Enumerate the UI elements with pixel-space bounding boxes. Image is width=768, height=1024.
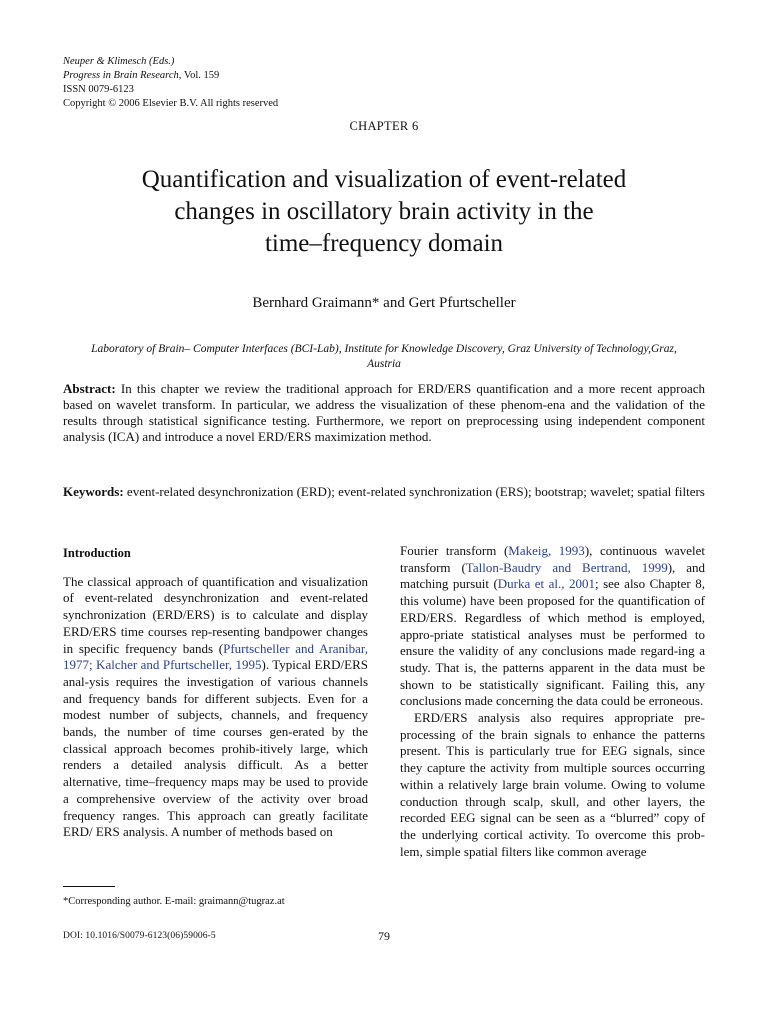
volume: , Vol. 159 (178, 70, 220, 81)
title-line-2: changes in oscillatory brain activity in the (174, 198, 594, 225)
text-run: ), and matching pursuit ( (400, 559, 705, 592)
keywords-label: Keywords: (63, 484, 124, 499)
doi: DOI: 10.1016/S0079-6123(06)59006-5 (63, 931, 216, 941)
affiliation: Laboratory of Brain– Computer Interfaces (BCI-Lab), Institute for Knowledge Discovery, Graz University of Technology,Graz, Austria (91, 343, 677, 370)
footnote-rule (63, 886, 115, 887)
abstract-label: Abstract: (63, 381, 116, 396)
title-line-3: time–frequency domain (264, 230, 504, 257)
copyright: Copyright © 2006 Elsevier B.V. All rights reserved (63, 98, 279, 109)
left-column (63, 543, 368, 841)
citation-link[interactable]: Durka et al., 2001 (497, 576, 595, 592)
page-number: 79 (378, 929, 390, 943)
journal-header (63, 55, 278, 111)
title-line-1: Quantification and visualization of event-related (141, 166, 627, 193)
abstract-text: In this chapter we review the traditional approach for ERD/ERS quantification and a more recent approach based on wavelet transform. In particular, we address the visualization of these phenom-ena and the validation of the results through statistical significance testing. Furthermore, we report on preprocessing using independent component analysis (ICA) and introduce a novel ERD/ERS maximization method. (63, 381, 705, 444)
text-run: ). Typical ERD/ERS anal-ysis requires the investigation of various channels and frequency bands for different subjects. Even for a modest number of subjects, channels, and frequency bands, the number of time courses gen-erated by the classical approach becomes prohib-itively large, which renders a detailed analysis difficult. As a better alternative, time–frequency maps may be used to provide a comprehensive overview of the activity over broad frequency ranges. This approach can greatly facilitate ERD/ ERS analysis. A number of methods based on (63, 657, 368, 840)
editors: Neuper & Klimesch (Eds.) (63, 56, 175, 67)
section-heading-introduction: Introduction (63, 546, 131, 560)
citation-link[interactable]: Makeig, 1993 (508, 543, 585, 558)
right-column (400, 543, 705, 860)
text-run: The classical approach of quantification and visualization of event-related desynchronization and event-related synchronization (ERD/ERS) is to calculate and display ERD/ERS time courses rep-resenting bandpower changes in specific frequency bands ( (63, 573, 368, 656)
right-paragraph-2: ERD/ERS analysis also requires appropriate pre-processing of the brain signals to enhance the patterns present. This is particularly true for EEG signals, since they capture the activity from multiple sources occurring within a relatively large brain volume. Owing to volume conduction through scalp, skull, and other layers, the recorded EEG signal can be seen as a “blurred” copy of the underlying cortical activity. To overcome this prob-lem, simple spatial filters like common average (400, 710, 705, 859)
footnote: *Corresponding author. E-mail: graimann@tugraz.at (63, 896, 285, 907)
chapter-label: CHAPTER 6 (349, 119, 419, 133)
abstract (63, 381, 705, 445)
text-run: ), continuous wavelet transform ( (400, 543, 705, 575)
citation-link[interactable]: Pfurtscheller and Aranibar, 1977; Kalcher and Pfurtscheller, 1995 (63, 640, 368, 673)
intro-paragraph-1 (63, 574, 368, 841)
right-paragraph-1 (400, 543, 705, 710)
text-run: ; see also Chapter 8, this volume) have been proposed for the quantification of ERD/ERS. Regardless of which method is employed, appro-priate statistical analyses must be performed to ensure the validity of any conclusions made regard-ing a study. That is, the patterns apparent in the data must be shown to be statistically significant. Failing this, any conclusions made concerning the data could be erroneous. (400, 576, 705, 709)
issn: ISSN 0079-6123 (63, 84, 134, 95)
keywords (63, 484, 705, 500)
series-line (63, 69, 278, 83)
series-name: Progress in Brain Research (63, 70, 179, 81)
paper-title (60, 164, 708, 260)
text-run: Fourier transform ( (400, 543, 509, 558)
authors: Bernhard Graimann* and Gert Pfurtscheller (252, 295, 516, 311)
citation-link[interactable]: Tallon-Baudry and Bertrand, 1999 (465, 559, 668, 575)
keywords-text: event-related desynchronization (ERD); event-related synchronization (ERS); bootstrap; wavelet; spatial filters (123, 484, 705, 499)
